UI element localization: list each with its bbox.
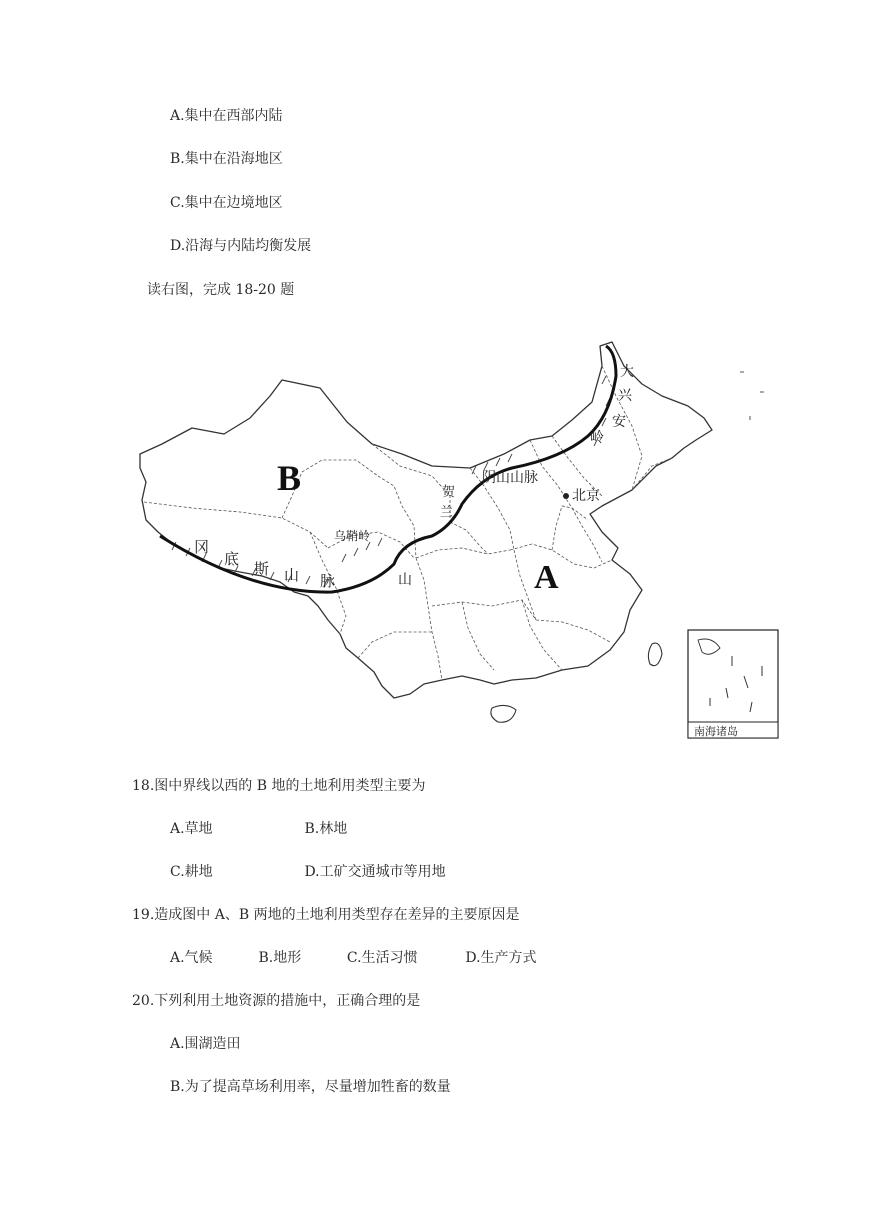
q19-option-c: C.生活习惯 [346, 950, 418, 966]
map-label-helan-2: 兰 [440, 505, 454, 520]
map-label-wuqiao: 乌鞘岭 [334, 529, 371, 543]
q19-option-b: B.地形 [258, 950, 302, 966]
q19-option-a: A.气候 [170, 950, 213, 966]
q20-stem: 20.下列利用土地资源的措施中，正确合理的是 [132, 993, 421, 1009]
q18-option-a: A.草地 [170, 821, 213, 837]
map-label-daxinganling-2: 兴 [618, 388, 632, 404]
map-label-gangdise-4: 山 [284, 566, 300, 584]
q17-option-b: B.集中在沿海地区 [170, 151, 283, 167]
map-label-helan-1: 贺 [442, 485, 456, 500]
map-label-gangdise-3: 斯 [254, 560, 270, 578]
map-label-shan: 山 [398, 572, 412, 588]
map-label-daxinganling-4: 岭 [590, 430, 604, 446]
hainan-island [491, 705, 516, 722]
inset-label: 南海诸岛 [694, 725, 738, 738]
map-label-gangdise-5: 脉 [320, 572, 336, 590]
map-label-daxinganling-1: 大 [620, 364, 634, 380]
map-label-beijing: 北京 [572, 488, 600, 504]
beijing-dot [563, 493, 569, 499]
province-boundaries [144, 366, 672, 680]
map-label-yinshan: 阴山山脉 [482, 470, 538, 486]
taiwan-island [648, 643, 662, 666]
q18-option-c: C.耕地 [170, 864, 213, 880]
q19-option-row [170, 948, 537, 968]
q18-option-b: B.林地 [304, 821, 348, 837]
q18-option-d: D.工矿交通城市等用地 [304, 864, 446, 880]
q17-option-d: D.沿海与内陆均衡发展 [170, 238, 312, 254]
q18-option-row-1 [170, 819, 347, 839]
q20-option-b: B.为了提高草场利用率，尽量增加牲畜的数量 [170, 1079, 451, 1095]
q18-option-row-2 [170, 862, 446, 882]
q19-option-d: D.生产方式 [465, 950, 537, 966]
china-map [132, 336, 782, 744]
q18-stem: 18.图中界线以西的 B 地的土地利用类型主要为 [132, 778, 426, 794]
q17-option-a: A.集中在西部内陆 [170, 108, 283, 124]
map-label-gangdise-2: 底 [224, 550, 240, 568]
q20-option-a: A.围湖造田 [170, 1036, 241, 1052]
q19-stem: 19.造成图中 A、B 两地的土地利用类型存在差异的主要原因是 [132, 907, 520, 923]
map-label-daxinganling-3: 安 [612, 414, 626, 430]
map-label-gangdise-1: 冈 [194, 538, 210, 556]
south-china-sea-inset [688, 630, 778, 738]
q17-option-c: C.集中在边境地区 [170, 195, 283, 211]
map-label-a: A [534, 559, 559, 596]
map-label-b: B [277, 458, 302, 498]
instruction-text: 读右图，完成 18-20 题 [147, 282, 295, 298]
